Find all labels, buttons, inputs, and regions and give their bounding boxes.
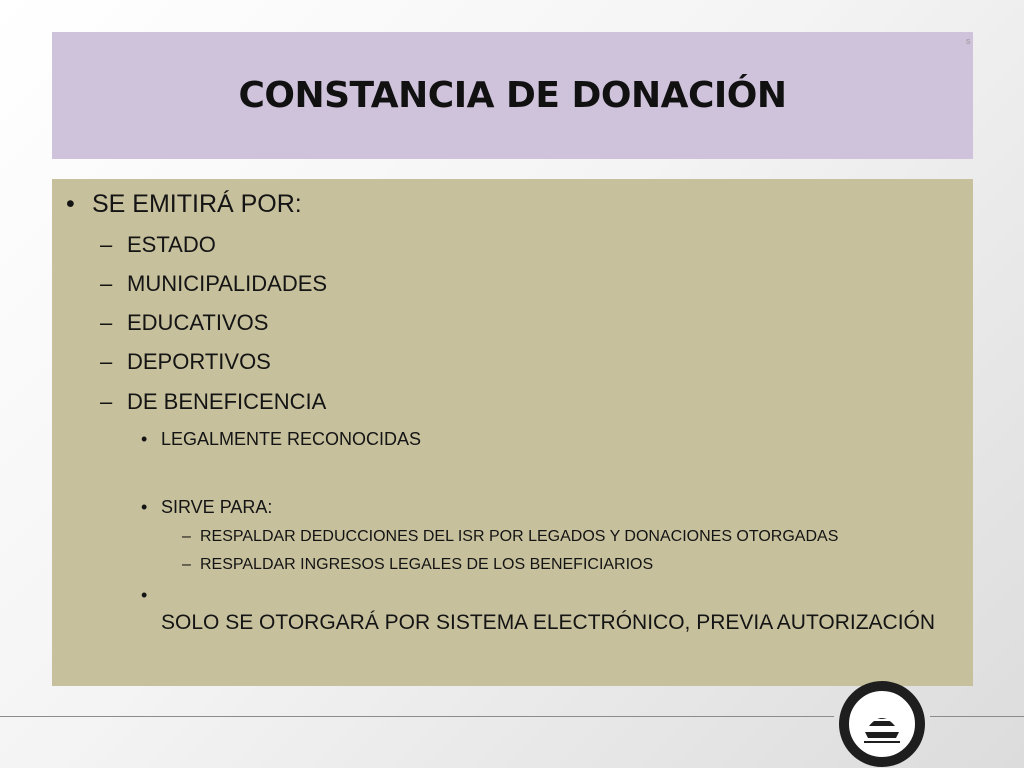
- bullet-dash: –: [100, 389, 113, 414]
- content-box: [52, 179, 973, 686]
- bullet-dot: •: [141, 429, 148, 449]
- bullet-dash: –: [182, 556, 191, 573]
- bullet-dash: –: [100, 349, 113, 374]
- bullet-dot: •: [141, 585, 148, 605]
- item-text: ESTADO: [127, 232, 216, 257]
- slide-title: CONSTANCIA DE DONACIÓN: [238, 75, 787, 116]
- bullet-dot: •: [141, 497, 148, 517]
- item-text: DE BENEFICENCIA: [127, 389, 327, 414]
- item-text: EDUCATIVOS: [127, 310, 269, 335]
- item-estado: [100, 232, 216, 258]
- item-text: RESPALDAR INGRESOS LEGALES DE LOS BENEFICIARIOS: [200, 556, 654, 573]
- solo-se-otorgara-text: SOLO SE OTORGARÁ POR SISTEMA ELECTRÓNICO, PREVIA AUTORIZACIÓN: [161, 611, 936, 634]
- bullet-text: SE EMITIRÁ POR:: [92, 190, 302, 218]
- item-text: LEGALMENTE RECONOCIDAS: [161, 429, 422, 449]
- title-box: [52, 32, 973, 159]
- item-text: SIRVE PARA:: [161, 497, 273, 517]
- bullet-dot: •: [66, 190, 75, 218]
- item-text: RESPALDAR DEDUCCIONES DEL ISR POR LEGADOS Y DONACIONES OTORGADAS: [200, 528, 839, 545]
- item-respaldar-deducciones: [182, 528, 838, 546]
- item-deportivos: [100, 349, 271, 375]
- item-educativos: [100, 310, 268, 336]
- item-legalmente: [141, 429, 421, 450]
- bullet-dash: –: [100, 232, 113, 257]
- empty-bullet: [141, 585, 147, 606]
- corner-mark: s: [966, 36, 971, 46]
- item-beneficencia: [100, 389, 326, 415]
- item-sirve-para: [141, 497, 272, 518]
- item-text: DEPORTIVOS: [127, 349, 271, 374]
- item-text: MUNICIPALIDADES: [127, 271, 328, 296]
- footer-rule-left: [0, 716, 834, 717]
- item-municipalidades: [100, 271, 327, 297]
- bullet-dash: –: [100, 271, 113, 296]
- sar-seal-icon: [838, 680, 926, 768]
- footer-rule-right: [930, 716, 1024, 717]
- bullet-dash: –: [100, 310, 113, 335]
- bullet-dash: –: [182, 528, 191, 545]
- bullet-se-emitira: [66, 190, 302, 219]
- item-respaldar-ingresos: [182, 556, 653, 574]
